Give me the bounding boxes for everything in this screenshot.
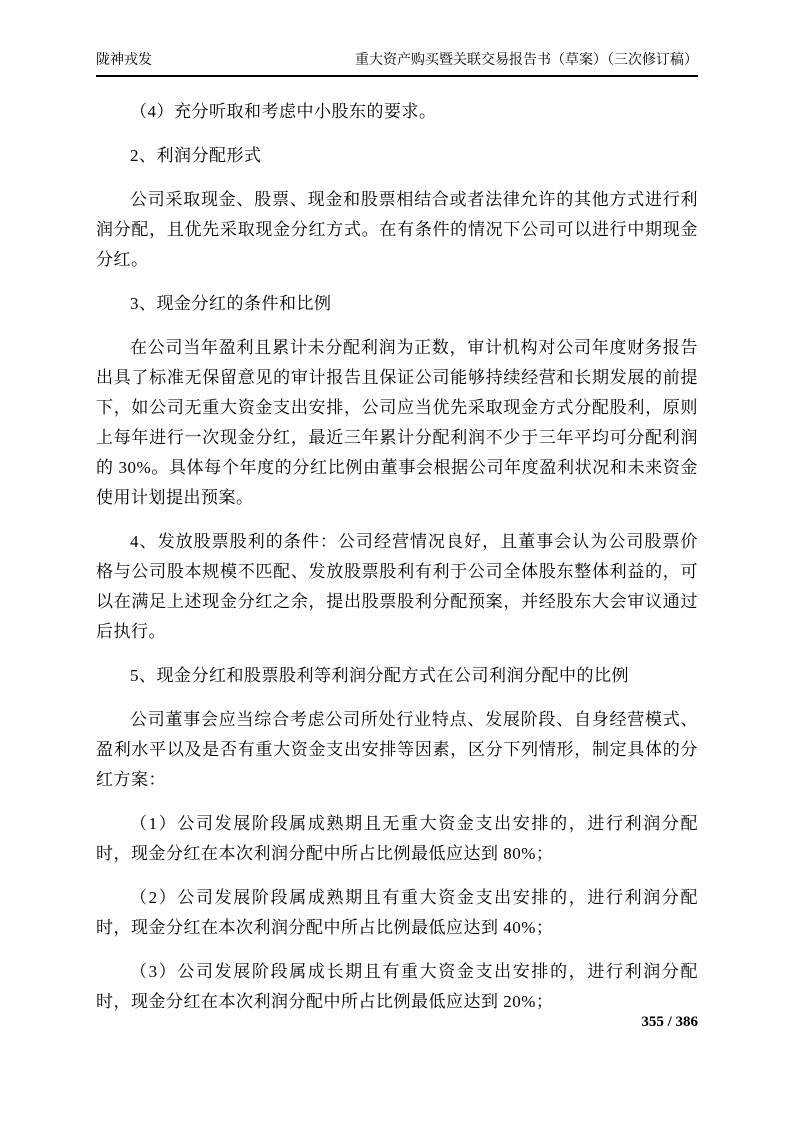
page-number: 355 / 386 — [641, 1014, 698, 1030]
page-header — [96, 52, 698, 77]
paragraph-item-4-listen-minority: （4）充分听取和考虑中小股东的要求。 — [130, 102, 437, 121]
paragraph-distribution-methods: 公司采取现金、股票、现金和股票相结合或者法律允许的其他方式进行利润分配，且优先采取现金分红方式。在有条件的情况下公司可以进行中期现金分红。 — [96, 190, 698, 269]
paragraph-board-considerations: 公司董事会应当综合考虑公司所处行业特点、发展阶段、自身经营模式、盈利水平以及是否有重大资金支出安排等因素，区分下列情形，制定具体的分红方案： — [96, 710, 698, 789]
heading-3-cash-dividend-conditions: 3、现金分红的条件和比例 — [130, 294, 332, 313]
document-body — [96, 97, 698, 1031]
header-report-title: 重大资产购买暨关联交易报告书（草案）（三次修订稿） — [355, 53, 698, 68]
page-footer — [641, 1014, 698, 1031]
heading-2-profit-distribution-form: 2、利润分配形式 — [130, 146, 262, 165]
paragraph-case-3-growth-with-capex-20pct: （3）公司发展阶段属成长期且有重大资金支出安排的，进行利润分配时，现金分红在本次利润分配中所占比例最低应达到 20%； — [96, 962, 698, 1011]
paragraph-cash-dividend-conditions: 在公司当年盈利且累计未分配利润为正数，审计机构对公司年度财务报告出具了标准无保留意见的审计报告且保证公司能够持续经营和长期发展的前提下，如公司无重大资金支出安排，公司应当优先采取现金方式分配股利，原则上每年进行一次现金分红，最近三年累计分配利润不少于三年平均可分配利润的 30%。具体每个年度的分红比例由董事会根据公司年度盈利状况和未来资金使用计划提出预案。 — [96, 338, 698, 507]
heading-5-dividend-ratio: 5、现金分红和股票股利等利润分配方式在公司利润分配中的比例 — [130, 666, 629, 685]
paragraph-case-1-mature-no-capex-80pct: （1）公司发展阶段属成熟期且无重大资金支出安排的，进行利润分配时，现金分红在本次利润分配中所占比例最低应达到 80%； — [96, 814, 698, 863]
paragraph-4-stock-dividend-conditions: 4、发放股票股利的条件：公司经营情况良好，且董事会认为公司股票价格与公司股本规模不匹配、发放股票股利有利于公司全体股东整体利益的，可以在满足上述现金分红之余，提出股票股利分配预案，并经股东大会审议通过后执行。 — [96, 532, 698, 641]
header-company-name: 陇神戎发 — [96, 53, 152, 68]
paragraph-case-2-mature-with-capex-40pct: （2）公司发展阶段属成熟期且有重大资金支出安排的，进行利润分配时，现金分红在本次利润分配中所占比例最低应达到 40%； — [96, 888, 698, 937]
